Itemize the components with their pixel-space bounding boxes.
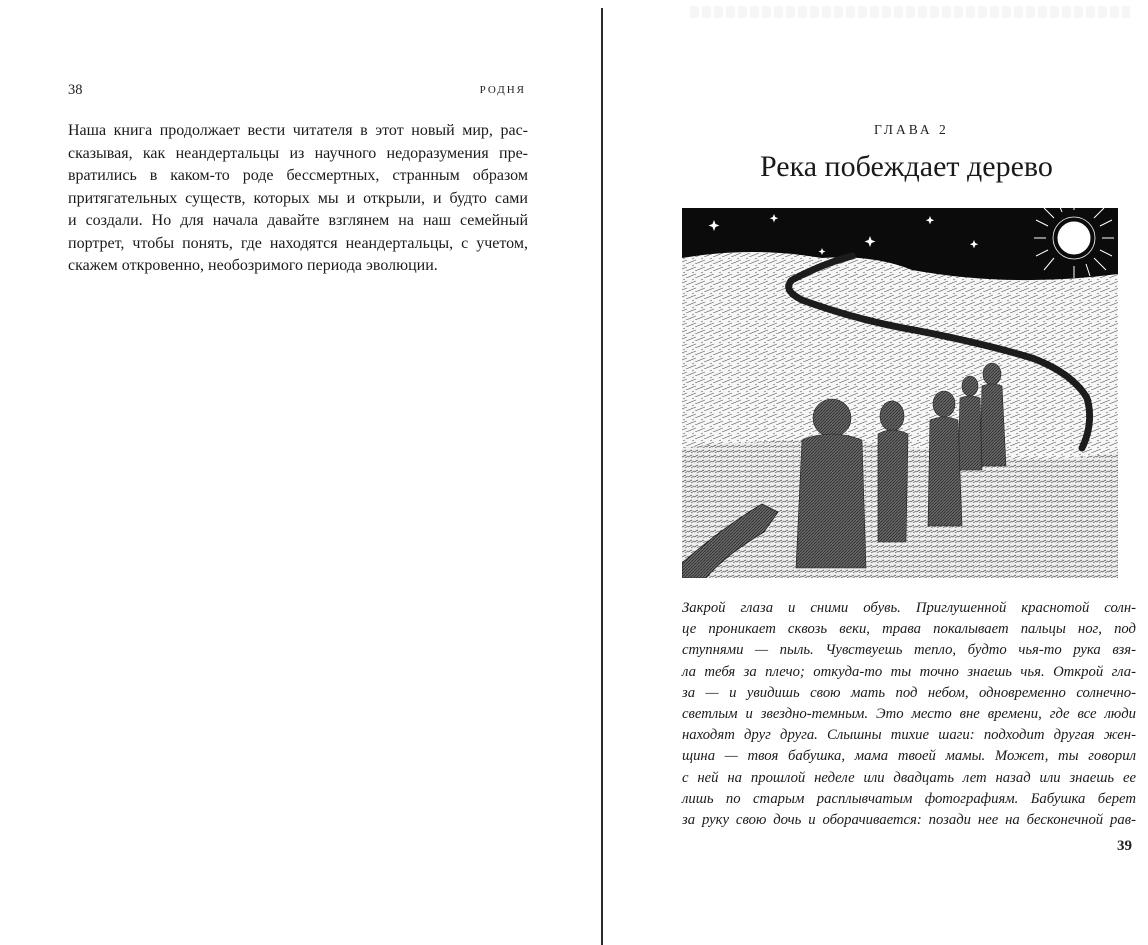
text-line: светлым и звездно-темным. Это место вне времени, где все люди bbox=[682, 706, 1136, 723]
text-line: Наша книга продолжает вести читателя в этот новый мир, рас- bbox=[68, 122, 528, 139]
left-page-number: 38 bbox=[68, 82, 83, 98]
running-head: РОДНЯ bbox=[479, 84, 526, 96]
text-line: за руку свою дочь и оборачивается: позади нее на бесконечной рав- bbox=[682, 812, 1136, 829]
right-page-number: 39 bbox=[1117, 838, 1132, 854]
text-line: ла тебя за плечо; откуда-то ты точно знаешь чья. Открой гла- bbox=[682, 663, 1136, 680]
chapter-title: Река побеждает дерево bbox=[760, 150, 1053, 183]
chapter-epigraph bbox=[682, 598, 1136, 831]
text-line: портрет, чтобы понять, где находятся неандертальцы, с учетом, bbox=[68, 234, 528, 252]
chapter-label: ГЛАВА 2 bbox=[874, 122, 949, 137]
text-line: и создали. Но для начала давайте взглянем на наш семейный bbox=[68, 212, 528, 229]
text-line: вратились в каком-то роде бессмертных, странным образом bbox=[68, 167, 528, 184]
text-line: сказывая, как неандертальцы из научного недоразумения пре- bbox=[68, 144, 528, 162]
text-line: за — и увидишь свою мать под небом, одновременно солнечно- bbox=[682, 684, 1136, 701]
show-through-text bbox=[690, 6, 1130, 18]
text-line: ступнями — пыль. Чувствуешь тепло, будто чья-то рука взя- bbox=[682, 642, 1136, 659]
text-line: притягательных существ, которых мы и открыли, и будто сами bbox=[68, 189, 528, 207]
book-gutter bbox=[601, 8, 603, 945]
text-line: находят друг друга. Слышны тихие шаги: подходит другая жен- bbox=[682, 727, 1136, 744]
body-paragraph bbox=[68, 120, 528, 278]
text-line: с ней на прошлой неделе или двадцать лет назад или знаешь ее bbox=[682, 769, 1136, 786]
text-line: лишь по старым расплывчатым фотографиям. Бабушка берет bbox=[682, 790, 1136, 807]
text-line: скажем откровенно, необозримого периода эволюции. bbox=[68, 257, 438, 274]
text-line: це проникает сквозь веки, трава покалывает пальцы ног, под bbox=[682, 621, 1136, 638]
left-page-header bbox=[68, 82, 526, 100]
text-line: щина — твоя бабушка, мама твоей мамы. Может, ты говорил bbox=[682, 748, 1136, 765]
chapter-illustration bbox=[682, 208, 1118, 578]
text-line: Закрой глаза и сними обувь. Приглушенной краснотой солн- bbox=[682, 600, 1136, 616]
